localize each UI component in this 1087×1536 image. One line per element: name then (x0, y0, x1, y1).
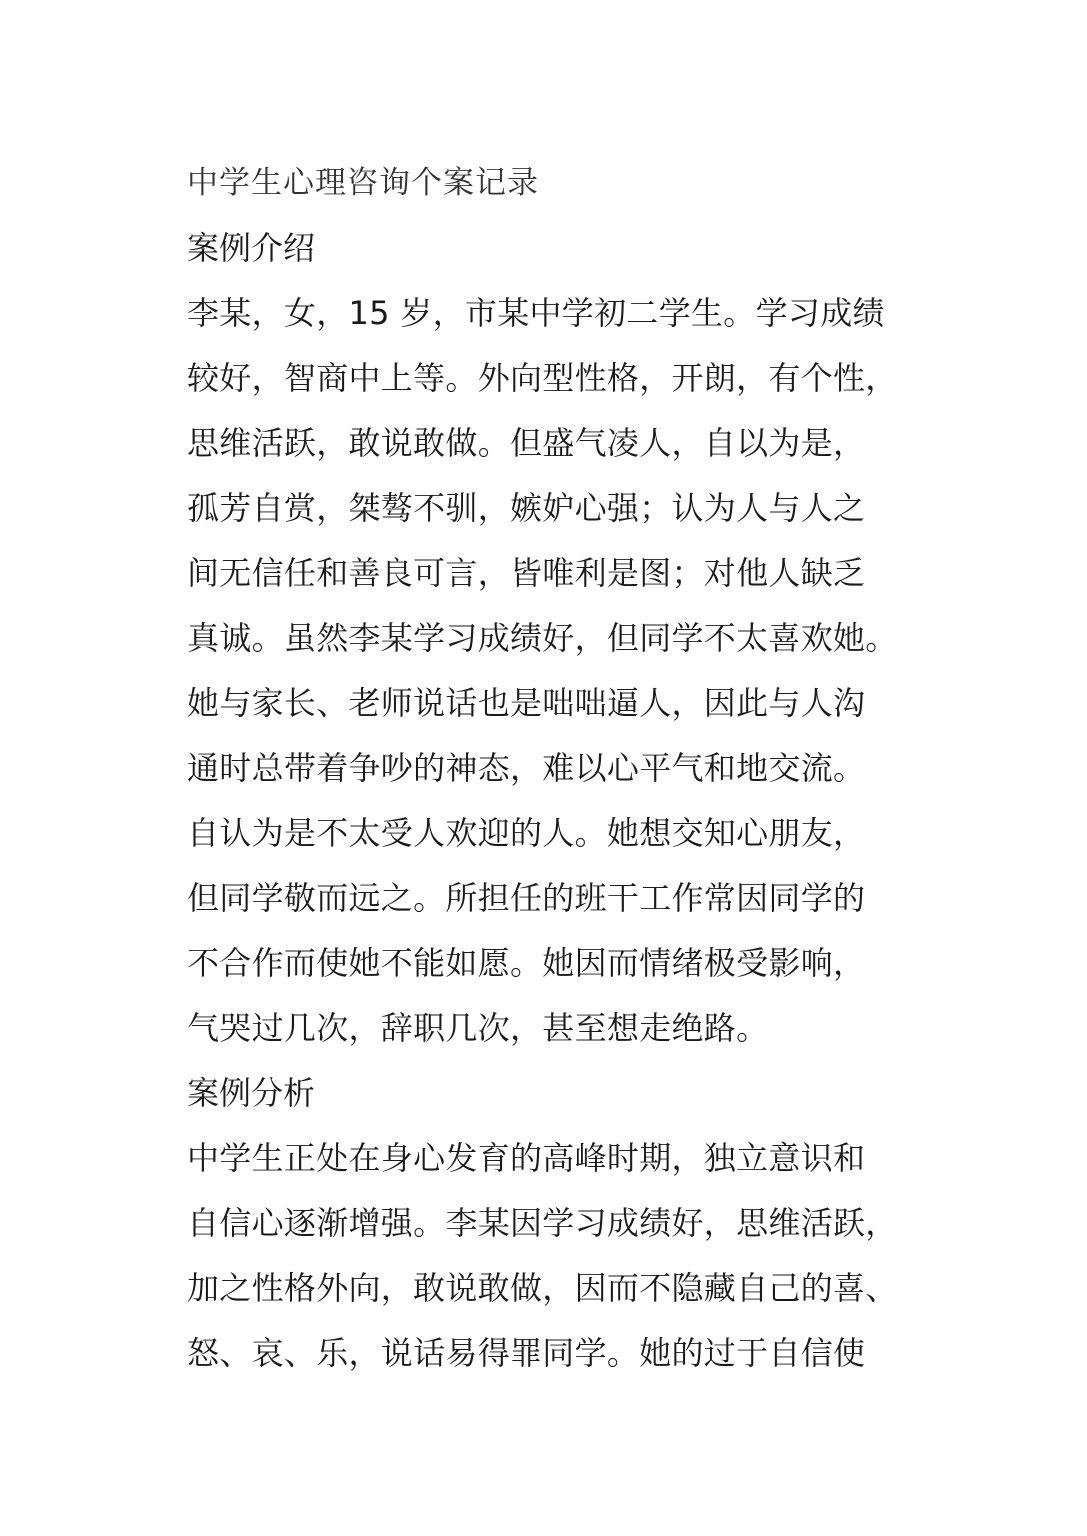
section-body-case-analysis (187, 1126, 917, 1386)
section-body-case-intro (187, 281, 917, 1061)
paragraph-line: 较好，智商中上等。外向型性格，开朗，有个性， (187, 359, 898, 397)
paragraph-line: 加之性格外向，敢说敢做，因而不隐藏自己的喜、 (187, 1269, 898, 1307)
paragraph-line: 李某，女，15 岁，市某中学初二学生。学习成绩 (187, 294, 885, 332)
paragraph-line: 中学生正处在身心发育的高峰时期，独立意识和 (187, 1139, 866, 1177)
paragraph-line: 自信心逐渐增强。李某因学习成绩好，思维活跃， (187, 1204, 898, 1242)
paragraph-line: 气哭过几次，辞职几次，甚至想走绝路。 (187, 1009, 769, 1047)
document-title: 中学生心理咨询个案记录 (187, 165, 539, 201)
paragraph-line: 孤芳自赏，桀骜不驯，嫉妒心强；认为人与人之 (187, 489, 866, 527)
paragraph-line: 间无信任和善良可言，皆唯利是图；对他人缺乏 (187, 554, 866, 592)
paragraph-line: 思维活跃，敢说敢做。但盛气凌人，自以为是， (187, 424, 866, 462)
paragraph-line: 通时总带着争吵的神态，难以心平气和地交流。 (187, 749, 866, 787)
paragraph-line: 怒、哀、乐，说话易得罪同学。她的过于自信使 (187, 1334, 866, 1372)
paragraph-line: 但同学敬而远之。所担任的班干工作常因同学的 (187, 879, 866, 917)
section-heading-case-intro: 案例介绍 (187, 229, 316, 267)
document-page (187, 150, 917, 1386)
paragraph-line: 自认为是不太受人欢迎的人。她想交知心朋友， (187, 814, 866, 852)
paragraph-line: 不合作而使她不能如愿。她因而情绪极受影响， (187, 944, 866, 982)
section-heading-case-analysis: 案例分析 (187, 1074, 316, 1112)
paragraph-line: 真诚。虽然李某学习成绩好，但同学不太喜欢她。 (187, 619, 898, 657)
paragraph-line: 她与家长、老师说话也是咄咄逼人，因此与人沟 (187, 684, 866, 722)
